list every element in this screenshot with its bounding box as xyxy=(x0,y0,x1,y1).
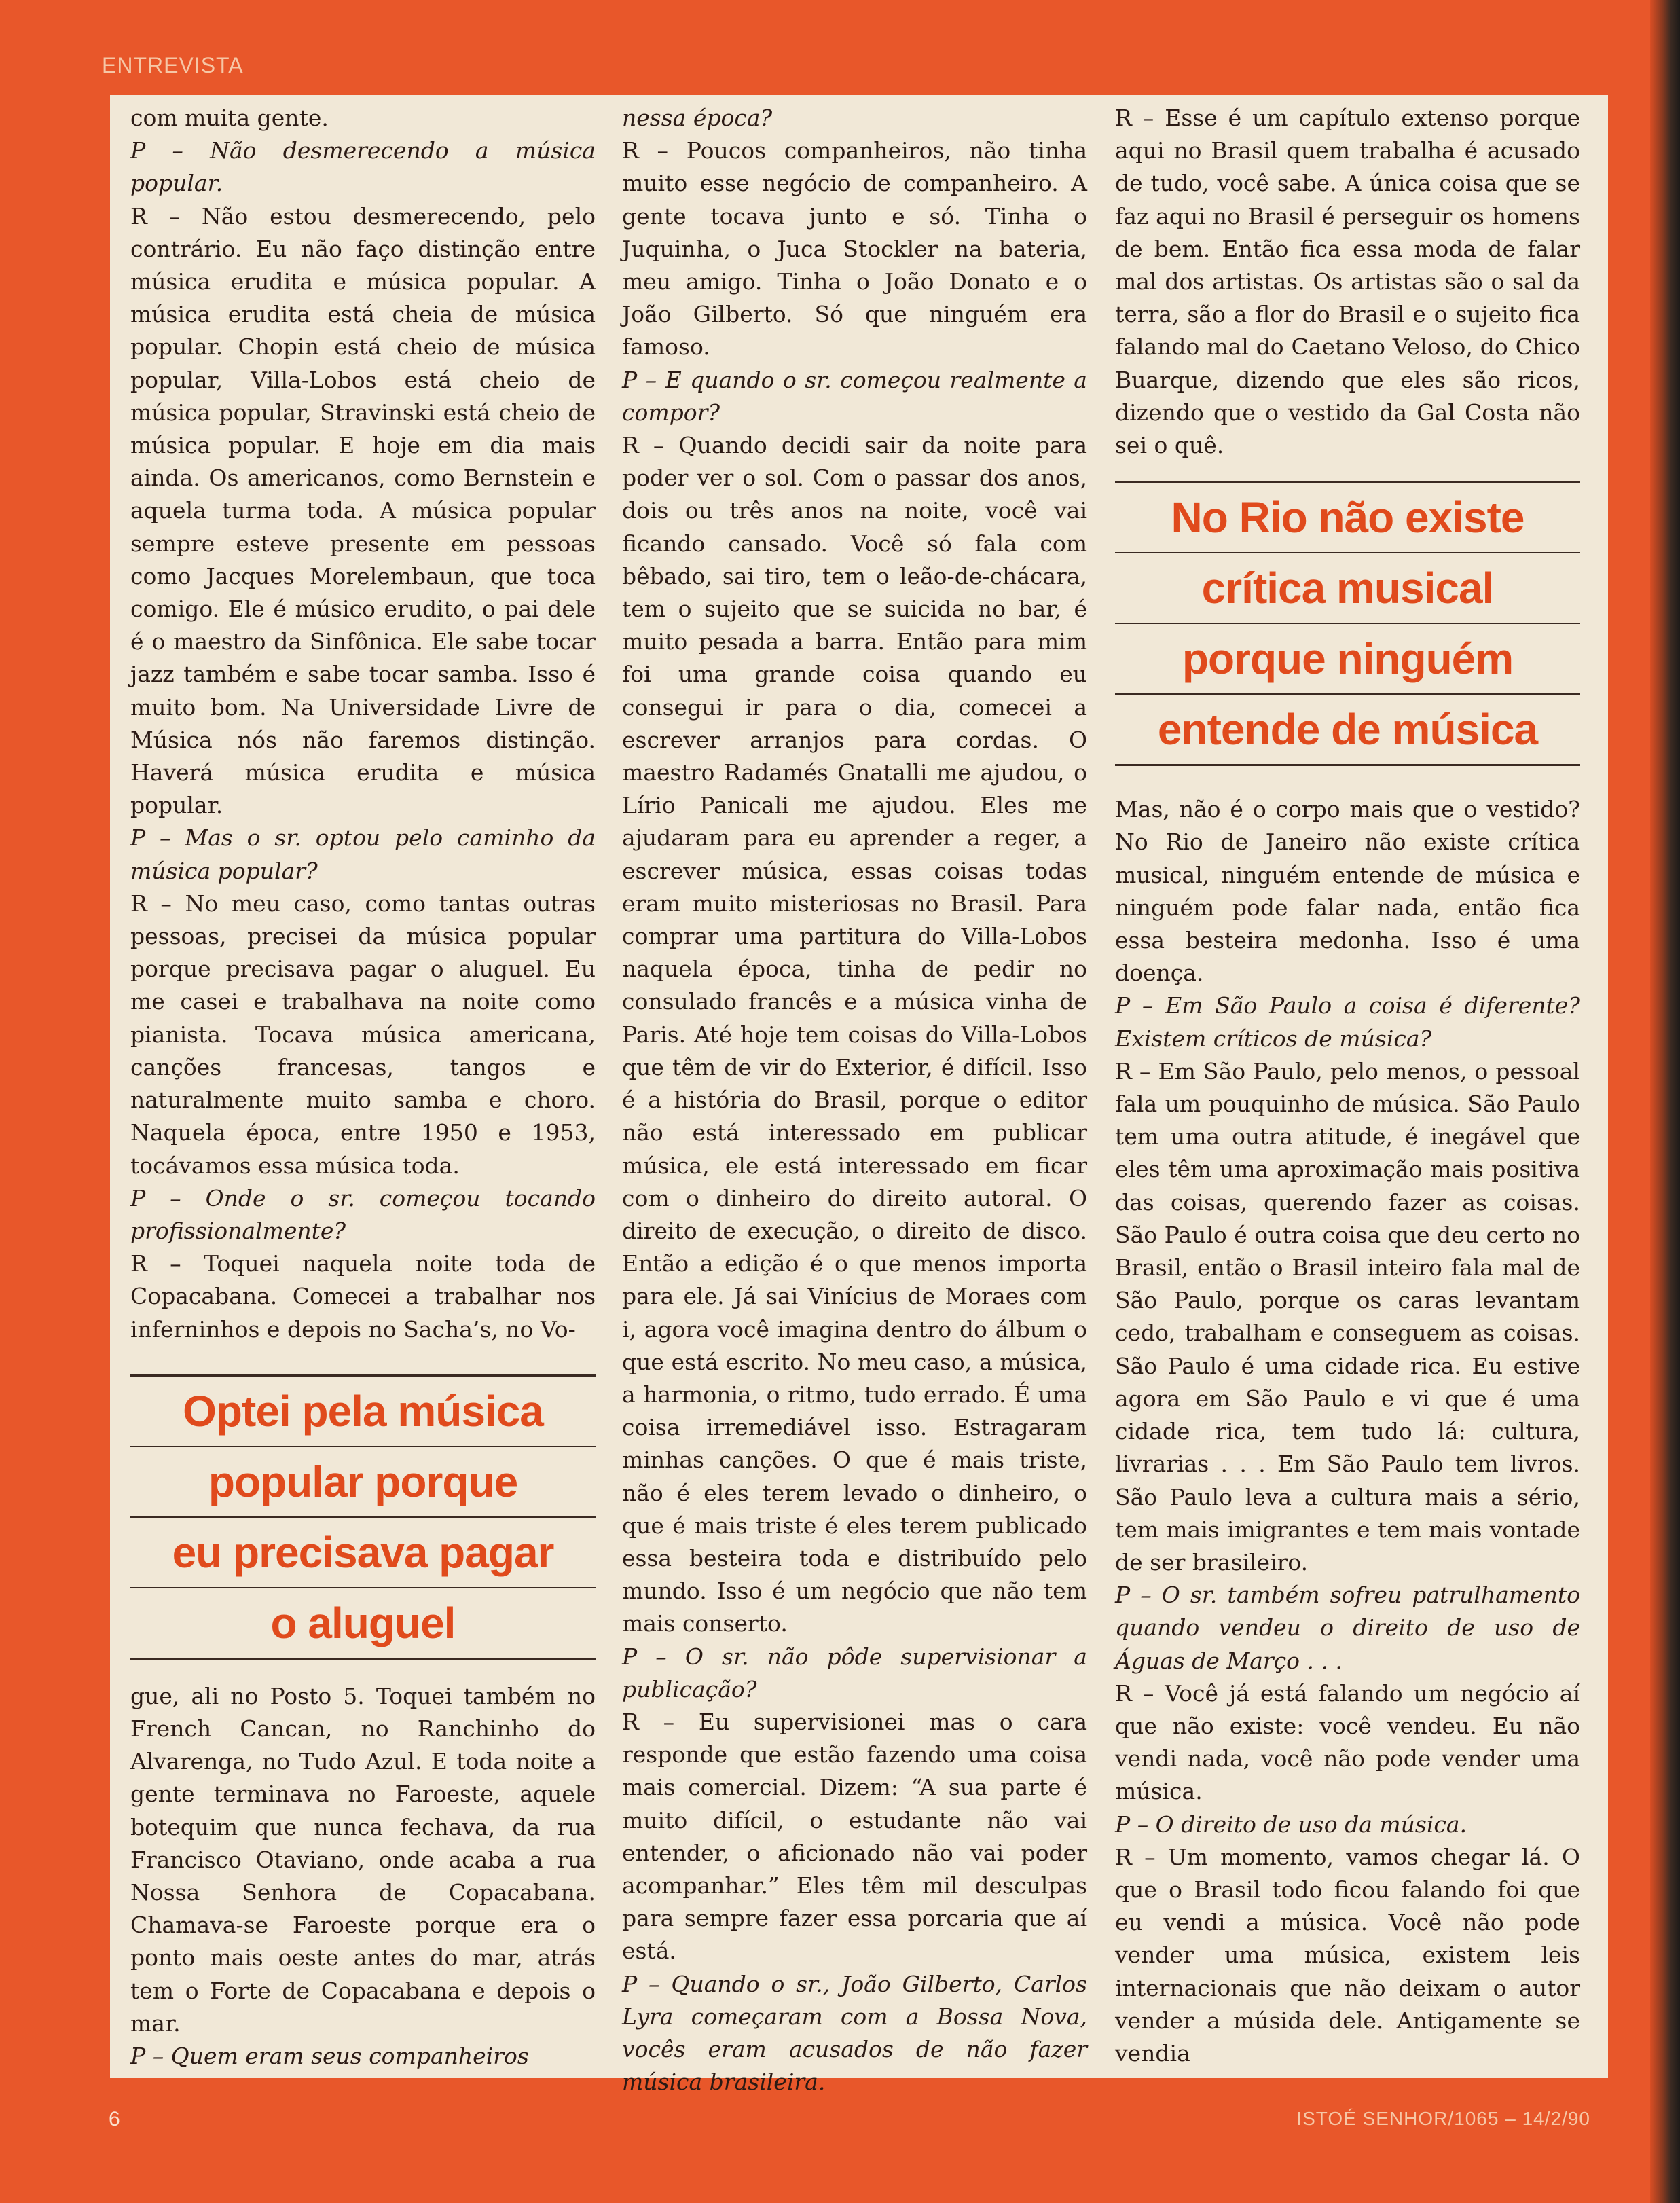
column-1-bottom xyxy=(130,1680,596,2073)
interview-paragraph: Mas, não é o corpo mais que o vestido? No Rio de Janeiro não existe crítica musical, ninguém entende de música e ninguém pode falar nada, então fica essa besteira medonha. Isso é uma doença. xyxy=(1115,796,1580,987)
interview-paragraph: gue, ali no Posto 5. Toquei também no French Cancan, no Ranchinho do Alvarenga, no Tudo Azul. E toda noite a gente terminava no Faroeste, aquele botequim que nunca fechava, da rua Francisco Otaviano, onde acaba a rua Nossa Senhora de Copacabana. Chamava-se Faroeste porque era o ponto mais oeste antes do mar, atrás tem o Forte de Copacabana e depois o mar. xyxy=(130,1682,596,2037)
interview-question: P – Quando o sr., João Gilberto, Carlos Lyra começaram com a Bossa Nova, vocês eram acusados de não fazer música brasileira. xyxy=(622,1970,1087,2096)
interview-paragraph: R – No meu caso, como tantas outras pessoas, precisei da música popular porque precisava pagar o aluguel. Eu me casei e trabalhava na noite como pianista. Tocava música americana, canções francesas, tangos e naturalmente muito samba e choro. Naquela época, entre 1950 e 1953, tocávamos essa música toda. xyxy=(130,890,596,1179)
column-1-top xyxy=(130,102,596,1346)
pullquote-line: crítica musical xyxy=(1115,553,1580,624)
pullquote-aluguel xyxy=(130,1374,596,1660)
interview-question: P – Não desmerecendo a música popular. xyxy=(130,137,596,197)
interview-question: P – O sr. também sofreu patrulhamento quando vendeu o direito de uso de Águas de Março . . . xyxy=(1115,1582,1580,1674)
pullquote-line: popular porque xyxy=(130,1447,596,1518)
section-label: ENTREVISTA xyxy=(102,53,244,77)
interview-question: P – Em São Paulo a coisa é diferente? Existem críticos de música? xyxy=(1115,992,1580,1052)
pullquote-line: o aluguel xyxy=(270,1598,456,1647)
interview-question: nessa época? xyxy=(622,105,773,131)
pullquote-line: No Rio não existe xyxy=(1115,483,1580,553)
interview-question: P – O sr. não pôde supervisionar a publicação? xyxy=(622,1643,1087,1703)
interview-paragraph: R – Poucos companheiros, não tinha muito esse negócio de companheiro. A gente tocava junto e só. Tinha o Juquinha, o Juca Stockler na bateria, meu amigo. Tinha o João Donato e o João Gilberto. Só que ninguém era famoso. xyxy=(622,137,1087,361)
page-number: 6 xyxy=(109,2108,120,2130)
column-1 xyxy=(130,102,596,2078)
interview-question: P – Onde o sr. começou tocando profissionalmente? xyxy=(130,1184,596,1244)
pullquote-line: eu precisava pagar xyxy=(130,1518,596,1588)
interview-paragraph: R – Um momento, vamos chegar lá. O que o Brasil todo ficou falando foi que eu vendi a música. Você não pode vender uma música, existem leis internacionais que não deixam o autor vender a músida dele. Antigamente se vendia xyxy=(1115,1843,1580,2067)
pullquote-critica xyxy=(1115,481,1580,766)
pullquote-line: entende de música xyxy=(1157,705,1538,754)
interview-question: P – E quando o sr. começou realmente a compor? xyxy=(622,366,1087,426)
column-3-bottom xyxy=(1115,793,1580,2070)
interview-paragraph: R – Eu supervisionei mas o cara responde que estão fazendo uma coisa mais comercial. Dizem: “A sua parte é muito difícil, o estudante não vai entender, o aficionado não vai poder acompanhar.” Eles têm mil desculpas para sempre fazer essa porcaria que aí está. xyxy=(622,1708,1087,1965)
interview-paragraph: com muita gente. xyxy=(130,105,329,131)
interview-paragraph: R – Não estou desmerecendo, pelo contrário. Eu não faço distinção entre música erudita e música popular. A música erudita está cheia de música popular. Chopin está cheio de música popular, Villa-Lobos está cheio de música popular, Stravinski está cheio de música popular. E hoje em dia mais ainda. Os americanos, como Bernstein e aquela turma toda. A música popular sempre esteve presente em pessoas como Jacques Morelembaun, que toca comigo. Ele é músico erudito, o pai dele é o maestro da Sinfônica. Ele sabe tocar jazz também e sabe tocar samba. Isso é muito bom. Na Universidade Livre de Música nós não faremos distinção. Haverá música erudita e música popular. xyxy=(130,202,596,819)
interview-paragraph: R – Esse é um capítulo extenso porque aqui no Brasil quem trabalha é acusado de tudo, você sabe. A única coisa que se faz aqui no Brasil é perseguir os homens de bem. Então fica essa moda de falar mal dos artistas. Os artistas são o sal da terra, são a flor do Brasil e o sujeito fica falando mal do Caetano Veloso, do Chico Buarque, dizendo que eles são ricos, dizendo que o vestido da Gal Costa não sei o quê. xyxy=(1115,105,1580,459)
interview-paragraph: R – Toquei naquela noite toda de Copacabana. Comecei a trabalhar nos inferninhos e depois no Sacha’s, no Vo- xyxy=(130,1250,596,1343)
column-2-body xyxy=(622,102,1087,2098)
issue-info: ISTOÉ SENHOR/1065 – 14/2/90 xyxy=(1296,2108,1590,2129)
column-3 xyxy=(1115,102,1580,2078)
column-2 xyxy=(622,102,1087,2096)
pullquote-line: Optei pela música xyxy=(130,1377,596,1447)
interview-question: P – Mas o sr. optou pelo caminho da música popular? xyxy=(130,824,596,884)
interview-paragraph: R – Em São Paulo, pelo menos, o pessoal fala um pouquinho de música. São Paulo tem uma outra atitude, é inegável que eles têm uma aproximação mais positiva das coisas, querendo fazer as coisas. São Paulo é outra coisa que deu certo no Brasil, então o Brasil inteiro fala mal de São Paulo, porque os caras levantam cedo, trabalham e conseguem as coisas. São Paulo é uma cidade rica. Eu estive agora em São Paulo e vi que é uma cidade rica, tem tudo lá: cultura, livrarias . . . Em São Paulo tem livros. São Paulo leva a cultura mais a sério, tem mais imigrantes e tem mais vontade de ser brasileiro. xyxy=(1115,1057,1580,1576)
column-3-top xyxy=(1115,102,1580,462)
interview-question: P – Quem eram seus companheiros xyxy=(130,2042,529,2069)
interview-paragraph: R – Você já está falando um negócio aí que não existe: você vendeu. Eu não vendi nada, você não pode vender uma música. xyxy=(1115,1679,1580,1805)
interview-question: P – O direito de uso da música. xyxy=(1115,1810,1467,1838)
pullquote-line: porque ninguém xyxy=(1115,624,1580,695)
interview-paragraph: R – Quando decidi sair da noite para poder ver o sol. Com o passar dos anos, dois ou três anos na noite, você vai ficando cansado. Você só fala com bêbado, sai tiro, tem o leão-de-chácara, tem o sujeito que se suicida no bar, é muito pesada a barra. Então para mim foi uma grande coisa quando eu consegui ir para o dia, comecei a escrever arranjos para cordas. O maestro Radamés Gnatalli me ajudou, o Lírio Panicali me ajudou. Eles me ajudaram para eu aprender a reger, a escrever música, essas coisas todas eram muito misteriosas no Brasil. Para comprar uma partitura do Villa-Lobos naquela época, tinha de pedir no consulado francês e a música vinha de Paris. Até hoje tem coisas do Villa-Lobos que têm de vir do Exterior, é difícil. Isso é a história do Brasil, porque o editor não está interessado em publicar música, ele está interessado em ficar com o dinheiro do direito autoral. O direito de execução, o direito de disco. Então a edição é o que menos importa para ele. Já sai Vinícius de Moraes com i, agora você imagina dentro do álbum o que está escrito. No meu caso, a música, a harmonia, o ritmo, tudo errado. É uma coisa irremediável isso. Estragaram minhas canções. O que é mais triste, não é eles terem levado o dinheiro, o que é mais triste é eles terem publicado essa besteira toda e distribuído pelo mundo. Isso é um negócio que não tem mais conserto. xyxy=(622,432,1087,1637)
page-edge xyxy=(1650,0,1680,2203)
